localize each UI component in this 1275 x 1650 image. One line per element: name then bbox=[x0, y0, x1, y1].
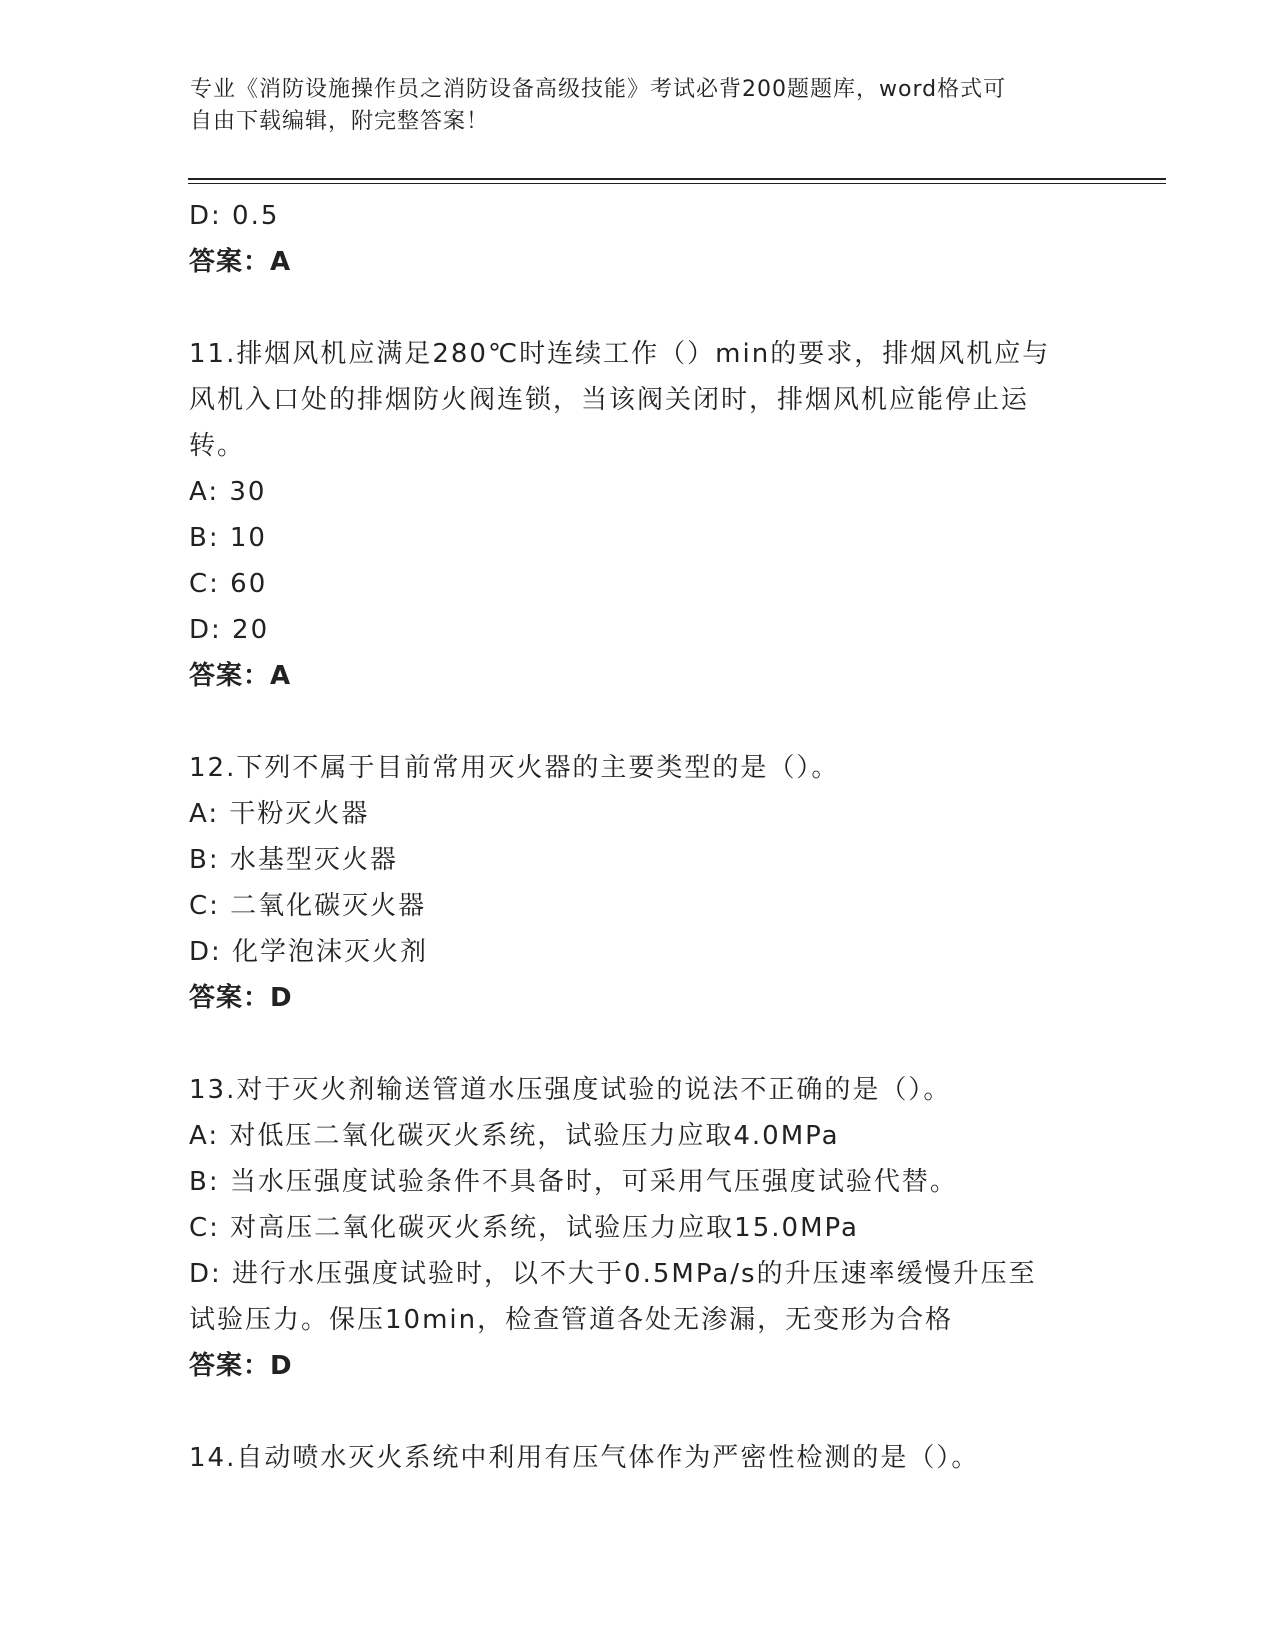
answer-line: 答案：A bbox=[189, 247, 292, 277]
question-text-line: 13.对于灭火剂输送管道水压强度试验的说法不正确的是（）。 bbox=[189, 1075, 952, 1105]
question-12 bbox=[189, 745, 1089, 1021]
question-11 bbox=[189, 331, 1089, 699]
question-text-line: 风机入口处的排烟防火阀连锁，当该阀关闭时，排烟风机应能停止运 bbox=[189, 385, 1030, 415]
spacer bbox=[189, 285, 1089, 331]
option-d: D: 化学泡沫灭火剂 bbox=[189, 937, 429, 967]
question-text-line: 转。 bbox=[189, 431, 246, 461]
question-13 bbox=[189, 1067, 1089, 1389]
option-b: B: 当水压强度试验条件不具备时，可采用气压强度试验代替。 bbox=[189, 1167, 958, 1197]
spacer bbox=[189, 1021, 1089, 1067]
spacer bbox=[189, 1389, 1089, 1435]
question-content bbox=[189, 193, 1089, 1481]
header-line-2: 自由下载编辑，附完整答案！ bbox=[190, 109, 490, 134]
header-rule-thin bbox=[188, 183, 1166, 184]
option-d-continuation: 试验压力。保压10min，检查管道各处无渗漏，无变形为合格 bbox=[189, 1305, 954, 1335]
document-header bbox=[190, 74, 1090, 138]
answer-line: 答案：D bbox=[189, 1351, 293, 1381]
spacer bbox=[189, 699, 1089, 745]
answer-line: 答案：A bbox=[189, 661, 292, 691]
question-14 bbox=[189, 1435, 1089, 1481]
header-rule-thick bbox=[188, 178, 1166, 180]
answer-line: 答案：D bbox=[189, 983, 293, 1013]
option-d: D: 进行水压强度试验时，以不大于0.5MPa/s的升压速率缓慢升压至 bbox=[189, 1259, 1037, 1289]
previous-question-tail bbox=[189, 193, 1089, 285]
option-b: B: 10 bbox=[189, 523, 267, 553]
question-text-line: 14.自动喷水灭火系统中利用有压气体作为严密性检测的是（）。 bbox=[189, 1443, 980, 1473]
option-a: A: 30 bbox=[189, 477, 267, 507]
question-text-line: 11.排烟风机应满足280℃时连续工作（）min的要求，排烟风机应与 bbox=[189, 339, 1051, 369]
option-c: C: 60 bbox=[189, 569, 268, 599]
option-d: D: 20 bbox=[189, 615, 270, 645]
option-b: B: 水基型灭火器 bbox=[189, 845, 398, 875]
option-d: D: 0.5 bbox=[189, 201, 280, 231]
option-a: A: 对低压二氧化碳灭火系统，试验压力应取4.0MPa bbox=[189, 1121, 840, 1151]
option-c: C: 二氧化碳灭火器 bbox=[189, 891, 427, 921]
header-line-1: 专业《消防设施操作员之消防设备高级技能》考试必背200题题库，word格式可 bbox=[190, 77, 1007, 102]
option-c: C: 对高压二氧化碳灭火系统，试验压力应取15.0MPa bbox=[189, 1213, 859, 1243]
option-a: A: 干粉灭火器 bbox=[189, 799, 370, 829]
question-text-line: 12.下列不属于目前常用灭火器的主要类型的是（）。 bbox=[189, 753, 840, 783]
